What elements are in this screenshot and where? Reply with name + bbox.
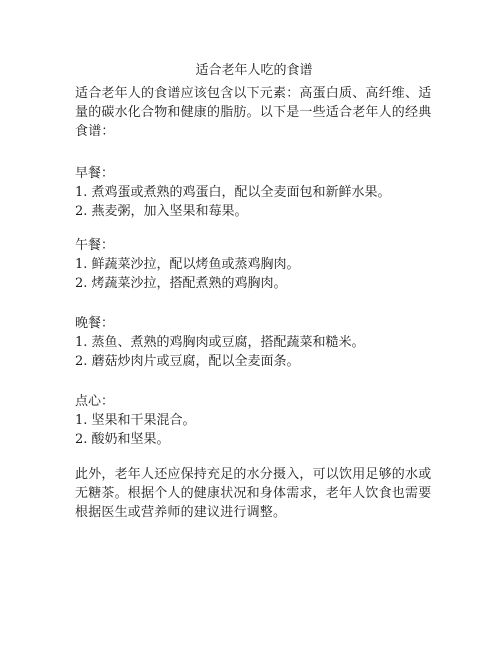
section-breakfast <box>75 164 433 221</box>
list-item: 1. 鲜蔬菜沙拉，配以烤鱼或蒸鸡胸肉。 <box>75 257 300 272</box>
intro-paragraph: 适合老年人的食谱应该包含以下元素：高蛋白质、高纤维、适量的碳水化合物和健康的脂肪。以下是一些适合老年人的经典食谱： <box>75 86 432 139</box>
document-title: 适合老年人吃的食谱 <box>195 63 313 78</box>
section-heading: 点心： <box>75 394 115 409</box>
list-item: 2. 酸奶和坚果。 <box>75 432 170 447</box>
list-item: 2. 蘑菇炒肉片或豆腐，配以全麦面条。 <box>75 354 300 369</box>
list-item: 2. 燕麦粥，加入坚果和莓果。 <box>75 204 248 219</box>
list-item: 1. 蒸鱼、煮熟的鸡胸肉或豆腐，搭配蔬菜和糙米。 <box>75 335 365 350</box>
list-item: 2. 烤蔬菜沙拉，搭配煮熟的鸡胸肉。 <box>75 276 287 291</box>
list-item: 1. 坚果和干果混合。 <box>75 413 196 428</box>
section-lunch <box>75 236 433 293</box>
closing-paragraph: 此外，老年人还应保持充足的水分摄入，可以饮用足够的水或无糖茶。根据个人的健康状况和身体需求，老年人饮食也需要根据医生或营养师的建议进行调整。 <box>75 467 432 520</box>
section-heading: 早餐： <box>75 166 115 181</box>
section-snacks <box>75 392 433 449</box>
section-dinner <box>75 314 433 371</box>
list-item: 1. 煮鸡蛋或煮熟的鸡蛋白，配以全麦面包和新鲜水果。 <box>75 185 391 200</box>
section-heading: 晚餐： <box>75 316 115 331</box>
section-heading: 午餐： <box>75 238 115 253</box>
